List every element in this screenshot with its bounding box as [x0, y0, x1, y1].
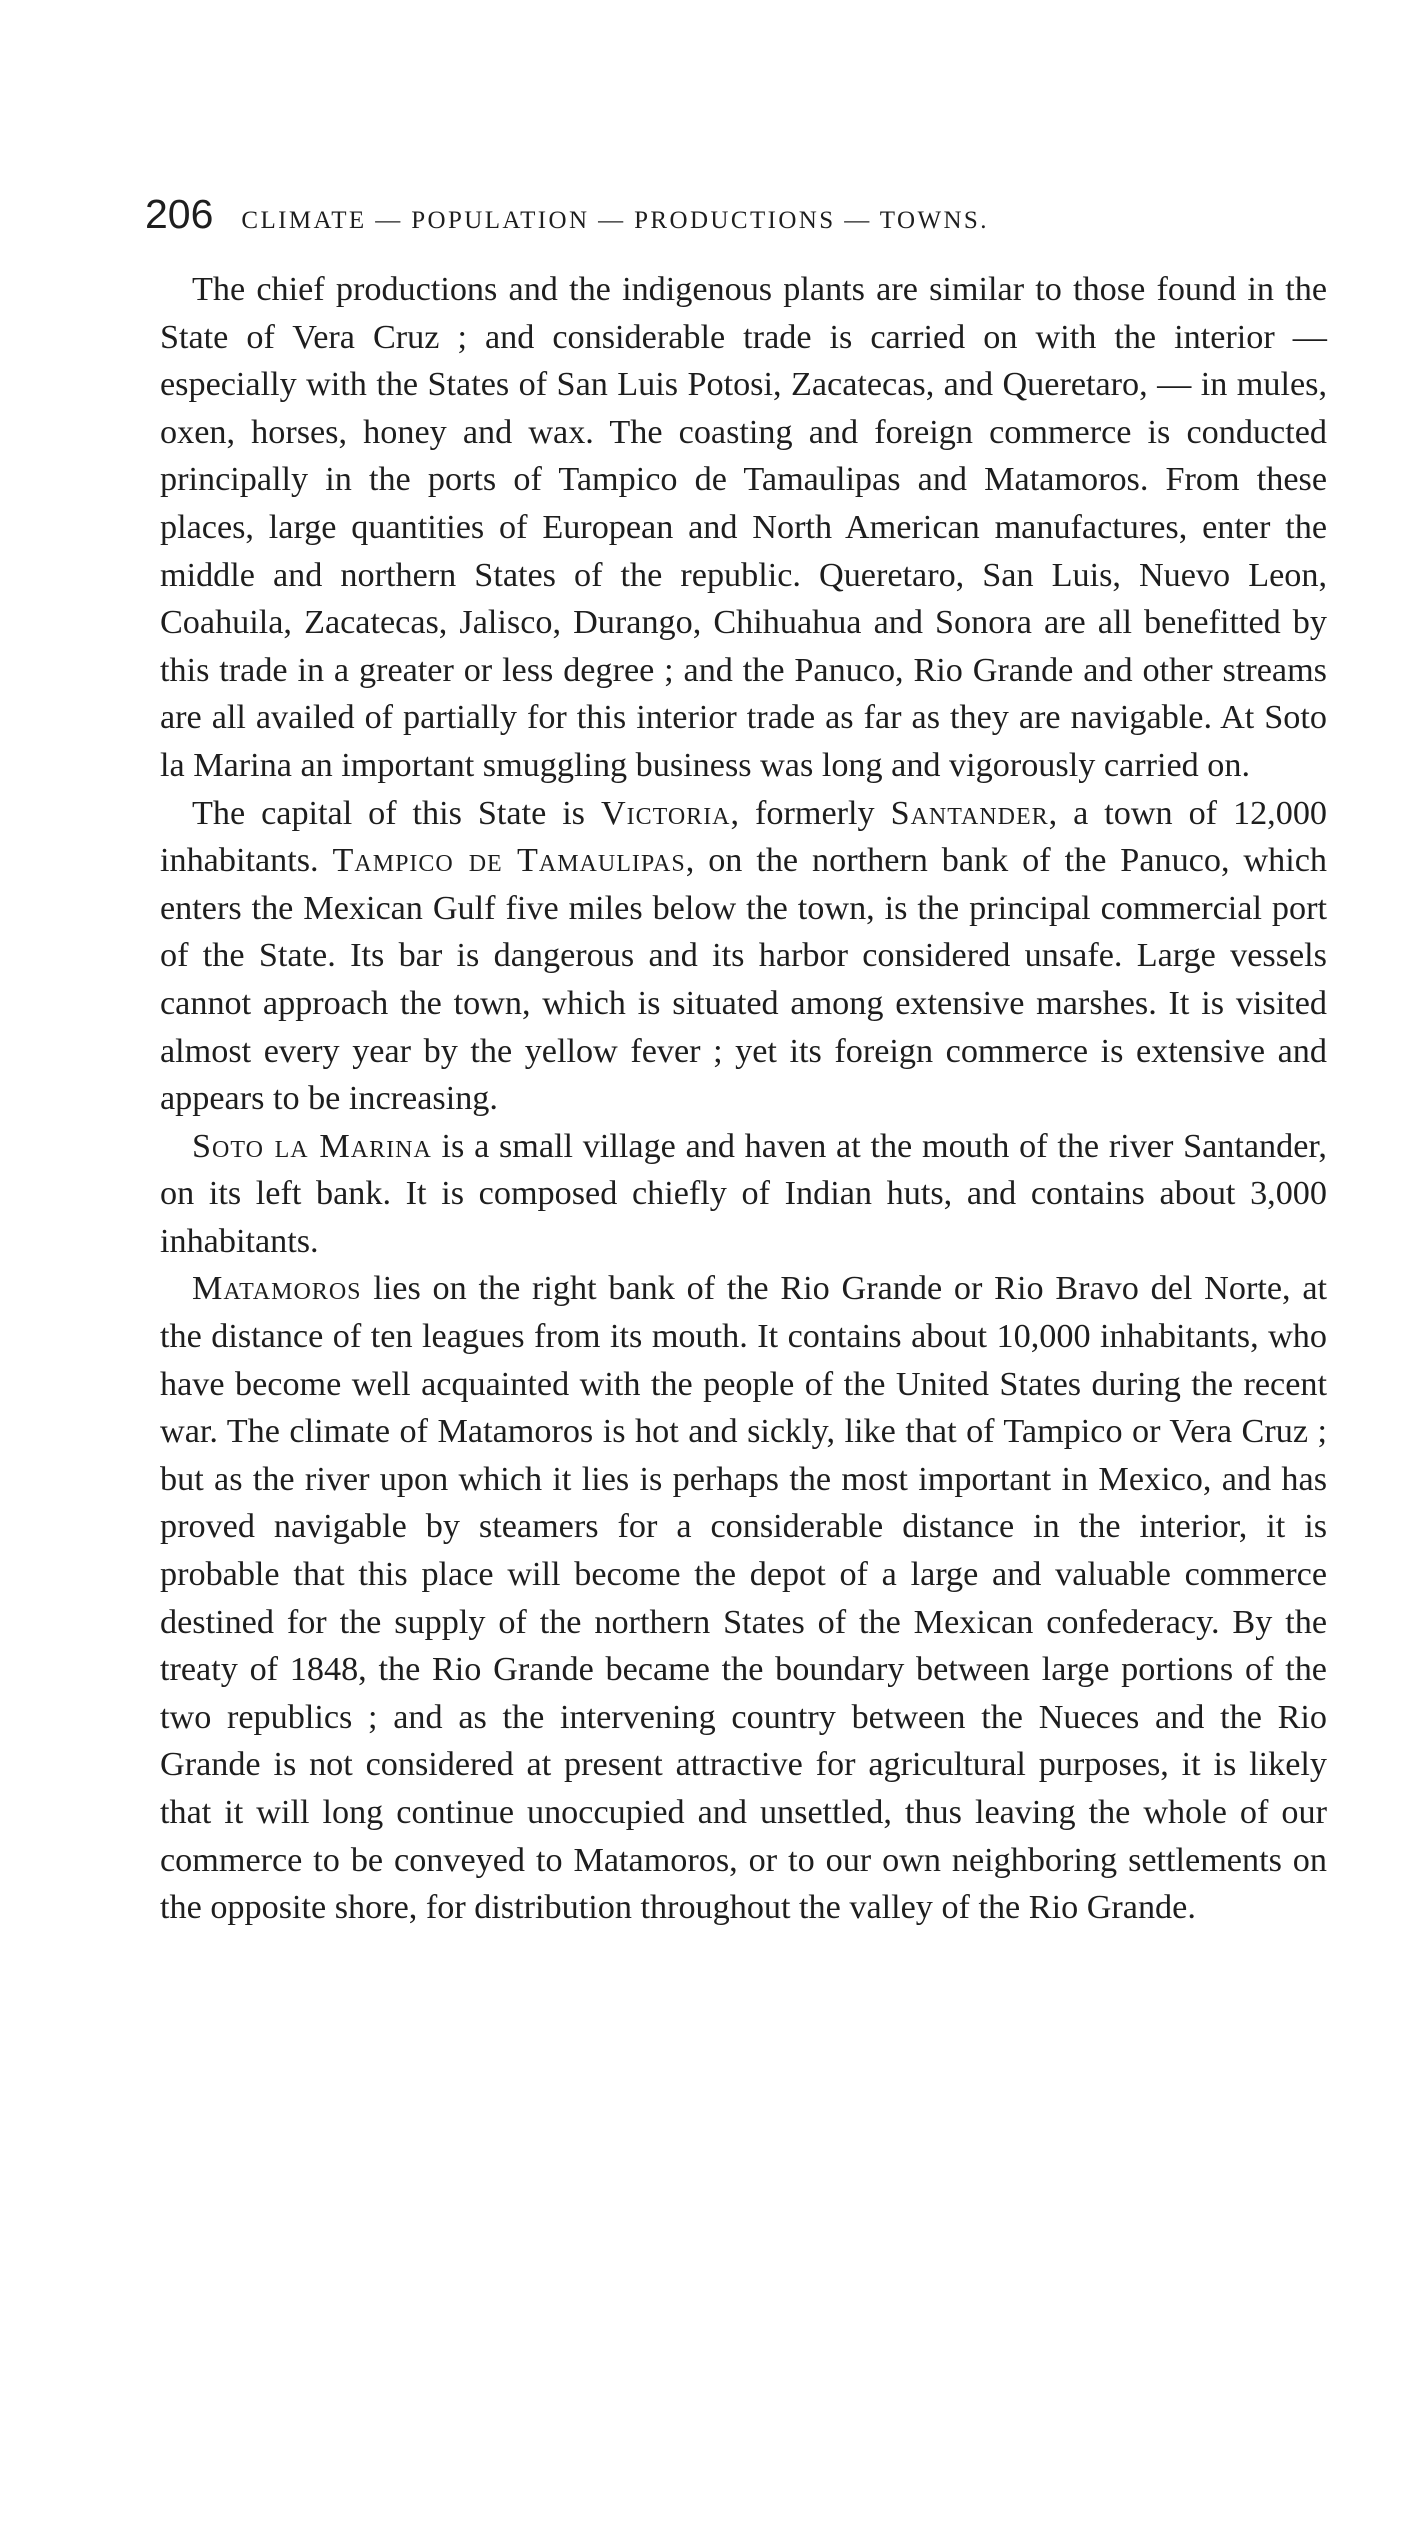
- page-number: 206: [145, 191, 214, 237]
- paragraph-text: is a small village and haven at the mouth of the river Santander, on its left bank. It is composed chiefly of Indian huts, and contains about 3,000 inhabitants.: [160, 1127, 1327, 1260]
- paragraph-text: The chief productions and the indigenous plants are similar to those found in the State of Vera Cruz ; and considerable trade is carried on with the interior — especially with the States of San Luis Potosi, Zacatecas, and Queretaro, — in mules, oxen, horses, honey and wax. The coasting and foreign commerce is conducted principally in the ports of Tampico de Tamaulipas and Matamoros. From these places, large quantities of European and North American manufactures, enter the middle and northern States of the republic. Queretaro, San Luis, Nuevo Leon, Coahuila, Zacatecas, Jalisco, Durango, Chihuahua and Sonora are all benefitted by this trade in a greater or less degree ; and the Panuco, Rio Grande and other streams are all availed of partially for this interior trade as far as they are navigable. At Soto la Marina an important smuggling business was long and vigorously carried on.: [160, 271, 1327, 784]
- paragraph-productions: [160, 266, 1327, 790]
- paragraph-text: lies on the right bank of the Rio Grande or Rio Bravo del Norte, at the distance of ten leagues from its mouth. It contains about 10,000 inhabitants, who have become well acquainted with the people of the United States during the recent war. The climate of Matamoros is hot and sickly, like that of Tampico or Vera Cruz ; but as the river upon which it lies is perhaps the most important in Mexico, and has proved navigable by steamers for a considerable distance in the interior, it is probable that this place will become the depot of a large and valuable commerce destined for the supply of the northern States of the Mexican confederacy. By the treaty of 1848, the Rio Grande became the boundary between large portions of the two republics ; and as the intervening country between the Nueces and the Rio Grande is not considered at present attractive for agricultural purposes, it is likely that it will long continue unoccupied and unsettled, thus leaving the whole of our commerce to be conveyed to Matamoros, or to our own neighboring settlements on the opposite shore, for distribution throughout the valley of the Rio Grande.: [160, 1270, 1327, 1927]
- paragraph-matamoros: [160, 1265, 1327, 1931]
- paragraph-soto-la-marina: [160, 1123, 1327, 1266]
- town-name-soto-la-marina: Soto la Marina: [192, 1127, 432, 1165]
- running-title: CLIMATE — POPULATION — PRODUCTIONS — TOWNS.: [241, 207, 989, 234]
- town-name-santander: Santander: [890, 794, 1049, 832]
- running-head: [145, 184, 1205, 244]
- paragraph-text: , on the northern bank of the Panuco, which enters the Mexican Gulf five miles below the town, is the principal commercial port of the State. Its bar is dangerous and its harbor considered unsafe. Large vessels cannot approach the town, which is situated among extensive marshes. It is visited almost every year by the yellow fever ; yet its foreign commerce is extensive and appears to be increasing.: [160, 842, 1327, 1118]
- paragraph-capital: [160, 790, 1327, 1123]
- paragraph-text: The capital of this State is: [192, 794, 601, 832]
- town-name-victoria: Victoria: [600, 794, 731, 832]
- paragraph-text: , formerly: [730, 794, 891, 832]
- body-text: [160, 266, 1327, 1932]
- town-name-matamoros: Matamoros: [192, 1270, 362, 1308]
- town-name-tampico: Tampico de Tamaulipas: [332, 842, 686, 880]
- paragraph-text: , a town of 12,000 inhabitants.: [160, 794, 1328, 880]
